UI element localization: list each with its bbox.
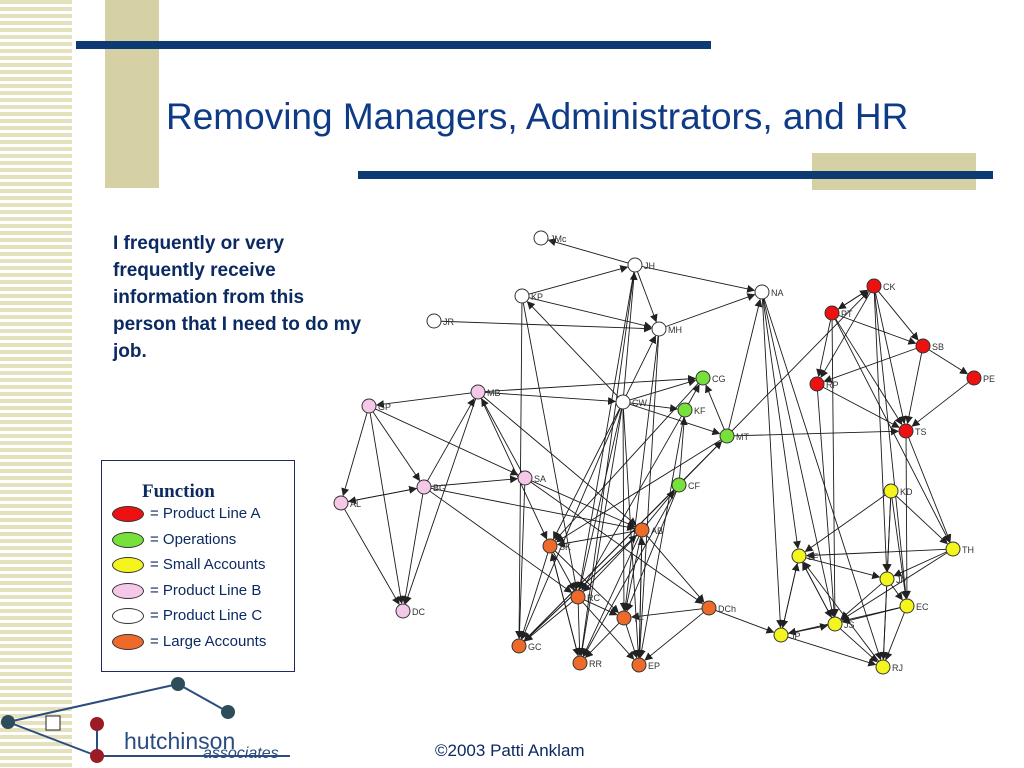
edge-PT-CK: [838, 290, 867, 309]
edge-TS-TH: [909, 438, 950, 542]
edge-JS-RJ: [840, 629, 877, 662]
node-KF: [678, 403, 692, 417]
node-label-BG: BG: [433, 483, 447, 493]
node-KP: [515, 289, 529, 303]
node-label-RJ: RJ: [892, 663, 903, 673]
legend-label: = Operations: [150, 531, 237, 548]
edge-NA-RJ: [764, 299, 880, 660]
node-label-CW: CW: [632, 398, 647, 408]
edge-PE-TS: [912, 382, 968, 426]
edge-CW-MH: [626, 336, 655, 396]
legend-swatch: [112, 506, 144, 522]
edge-SA-AB: [531, 481, 634, 527]
node-label-RR: RR: [589, 659, 602, 669]
node-BG: [417, 480, 431, 494]
node-label-AB: AB: [651, 526, 664, 536]
node-label-GC: GC: [528, 642, 542, 652]
edge-MT-TS: [734, 431, 898, 436]
edge-TH-LF: [807, 549, 946, 555]
node-label-RC: RC: [587, 593, 600, 603]
legend-swatch: [112, 583, 144, 599]
legend-item-product-line-c: [112, 607, 262, 624]
node-label-TF: TF: [633, 614, 644, 624]
network-nodes: [334, 231, 995, 674]
edge-NA-JP: [762, 299, 780, 627]
node-label-DC: DC: [412, 607, 425, 617]
node-label-MH: MH: [668, 325, 682, 335]
edge-AB-DCh: [647, 535, 704, 602]
node-label-PT: PT: [841, 309, 853, 319]
node-label-GP: GP: [378, 402, 392, 412]
node-label-SB: SB: [932, 342, 945, 352]
edge-KD-TH: [896, 496, 947, 544]
node-label-SA: SA: [534, 474, 547, 484]
edge-CW-TF: [623, 409, 624, 610]
node-JM: [880, 572, 894, 586]
edge-JR-MH: [441, 321, 651, 328]
node-TH: [946, 542, 960, 556]
node-label-PE: PE: [983, 374, 996, 384]
legend-swatch: [112, 634, 144, 650]
edge-JH-NA: [642, 266, 754, 290]
edge-AL-DC: [344, 509, 399, 604]
edge-BG-MB: [427, 399, 474, 481]
node-label-CG: CG: [712, 374, 726, 384]
edge-KF-RC: [582, 416, 682, 590]
legend-title: Function: [142, 481, 215, 502]
edge-MH-NA: [666, 295, 755, 327]
node-JR: [427, 314, 441, 328]
slide-title: Removing Managers, Administrators, and HR: [166, 96, 909, 137]
node-RJ: [876, 660, 890, 674]
copyright-text: ©2003 Patti Anklam: [435, 741, 585, 760]
node-label-EP: EP: [648, 661, 661, 671]
node-JS: [828, 617, 842, 631]
node-label-RP: RP: [826, 380, 839, 390]
legend-swatch: [112, 608, 144, 624]
network-edges: [343, 240, 968, 664]
top-rule: [76, 41, 711, 49]
logo-sub: associates: [203, 745, 279, 762]
legend-item-small-accounts: [112, 556, 265, 573]
node-SB: [916, 339, 930, 353]
network-diagram: [330, 225, 1000, 685]
node-EC: [900, 599, 914, 613]
edge-KP-JH: [529, 267, 628, 294]
node-MH: [652, 322, 666, 336]
legend-label: = Product Line B: [150, 582, 262, 599]
legend-swatch: [112, 557, 144, 573]
edge-DCh-EP: [645, 612, 703, 660]
edge-MT-CG: [706, 385, 724, 429]
node-label-CF: CF: [688, 481, 700, 491]
node-EP: [632, 658, 646, 672]
title-accent-block: [105, 0, 159, 188]
legend-label: = Product Line A: [150, 505, 261, 522]
legend-item-product-line-a: [112, 505, 261, 522]
node-TF: [617, 611, 631, 625]
legend-item-large-accounts: [112, 633, 266, 650]
node-CG: [696, 371, 710, 385]
node-CW: [616, 395, 630, 409]
node-label-LF: LF: [808, 552, 819, 562]
node-DCh: [702, 601, 716, 615]
slide-caption: I frequently or very frequently receive information from this person that I need to do my job.: [113, 233, 362, 362]
node-label-TS: TS: [915, 427, 927, 437]
node-label-TH: TH: [962, 545, 974, 555]
node-JMc: [534, 231, 548, 245]
edge-JH-RC: [579, 272, 633, 589]
bottom-rule: [358, 171, 993, 179]
legend-label: = Small Accounts: [150, 556, 266, 573]
edge-GP-DC: [370, 413, 402, 603]
edge-TS-EC: [906, 438, 907, 598]
node-SA: [518, 471, 532, 485]
edge-RC-RR: [578, 604, 580, 655]
edge-CW-GC: [522, 408, 620, 638]
edge-MB-CW: [485, 392, 615, 401]
edge-PT-JS: [832, 320, 835, 616]
node-RR: [573, 656, 587, 670]
node-CK: [867, 279, 881, 293]
edge-GP-SA: [375, 409, 517, 475]
edge-EC-RJ: [886, 613, 905, 660]
node-label-KF: KF: [694, 406, 706, 416]
edge-KD-LF: [806, 495, 886, 551]
node-PE: [967, 371, 981, 385]
node-AL: [334, 496, 348, 510]
legend-box: [101, 460, 295, 672]
node-NA: [755, 285, 769, 299]
edge-CW-RC: [580, 409, 622, 589]
edge-GP-AL: [343, 413, 367, 496]
node-label-KD: KD: [900, 487, 913, 497]
node-label-JH: JH: [644, 261, 655, 271]
node-label-JS: JS: [844, 620, 855, 630]
node-AB: [635, 523, 649, 537]
node-RC: [571, 590, 585, 604]
legend-item-product-line-b: [112, 582, 261, 599]
edge-PT-RP: [819, 320, 831, 376]
edge-AB-RC: [584, 535, 638, 591]
node-MT: [720, 429, 734, 443]
logo-name: hutchinson: [124, 728, 236, 754]
node-MB: [471, 385, 485, 399]
node-RP: [810, 377, 824, 391]
edge-SB-RP: [825, 348, 917, 381]
node-KD: [884, 484, 898, 498]
node-JP: [774, 628, 788, 642]
edge-MB-GP: [377, 393, 471, 405]
edge-NA-LF: [763, 299, 798, 548]
legend-label: = Product Line C: [150, 607, 263, 624]
node-DC: [396, 604, 410, 618]
edge-JH-MH: [637, 272, 656, 322]
node-label-JMc: JMc: [550, 234, 567, 244]
edge-JM-EC: [891, 585, 902, 600]
node-label-SK: SK: [559, 542, 572, 552]
edge-RJ-LF: [804, 562, 879, 661]
node-label-MT: MT: [736, 432, 749, 442]
node-SK: [543, 539, 557, 553]
edge-MT-NA: [729, 300, 760, 429]
node-label-JP: JP: [790, 631, 801, 641]
node-label-MB: MB: [487, 388, 501, 398]
node-label-EC: EC: [916, 602, 929, 612]
left-stripes-decoration: [0, 0, 72, 768]
legend-label: = Large Accounts: [150, 633, 267, 650]
edge-BG-DC: [404, 494, 422, 603]
edge-TH-JS: [842, 553, 947, 620]
node-TS: [899, 424, 913, 438]
node-LF: [792, 549, 806, 563]
legend-item-operations: [112, 531, 236, 548]
node-CF: [672, 478, 686, 492]
node-PT: [825, 306, 839, 320]
edge-MB-DC: [406, 399, 476, 604]
edge-MB-SK: [481, 398, 547, 538]
node-JH: [628, 258, 642, 272]
node-label-CK: CK: [883, 282, 896, 292]
edge-PT-TH: [835, 319, 949, 542]
legend-swatch: [112, 532, 144, 548]
node-GC: [512, 639, 526, 653]
edge-SB-TS: [908, 353, 922, 423]
node-label-AL: AL: [350, 499, 362, 509]
edge-JP-LF: [783, 564, 798, 628]
edge-SB-PE: [929, 350, 967, 374]
node-label-KP: KP: [531, 292, 544, 302]
node-label-NA: NA: [771, 288, 784, 298]
node-label-JM: JM: [896, 575, 908, 585]
edge-JP-RJ: [788, 637, 876, 665]
node-label-JR: JR: [443, 317, 454, 327]
node-GP: [362, 399, 376, 413]
node-label-DCh: DCh: [718, 604, 737, 614]
